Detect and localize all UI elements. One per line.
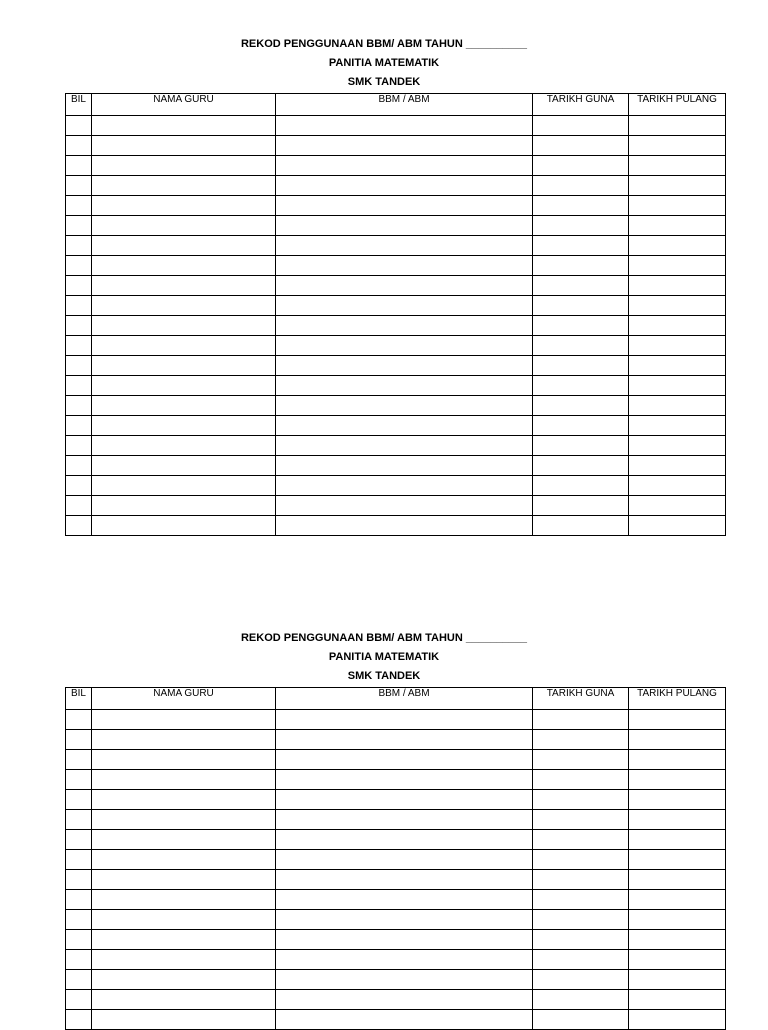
tarikh-guna-cell — [533, 516, 629, 536]
column-header-tarikh-pulang: TARIKH PULANG — [629, 688, 726, 710]
tarikh-guna-cell — [533, 770, 629, 790]
bbm-abm-cell — [276, 456, 533, 476]
tarikh-guna-cell — [533, 276, 629, 296]
tarikh-guna-cell — [533, 710, 629, 730]
nama-guru-cell — [92, 970, 276, 990]
bbm-abm-cell — [276, 176, 533, 196]
table-row — [66, 236, 726, 256]
table-row — [66, 790, 726, 810]
bil-cell — [66, 516, 92, 536]
tarikh-pulang-cell — [629, 316, 726, 336]
bbm-abm-cell — [276, 156, 533, 176]
bbm-abm-cell — [276, 950, 533, 970]
tarikh-pulang-cell — [629, 890, 726, 910]
bbm-abm-cell — [276, 236, 533, 256]
bil-cell — [66, 156, 92, 176]
tarikh-guna-cell — [533, 136, 629, 156]
bil-cell — [66, 256, 92, 276]
bil-cell — [66, 376, 92, 396]
tarikh-pulang-cell — [629, 790, 726, 810]
nama-guru-cell — [92, 396, 276, 416]
table-row — [66, 156, 726, 176]
form-school: SMK TANDEK — [347, 670, 421, 682]
tarikh-pulang-cell — [629, 750, 726, 770]
table-row — [66, 730, 726, 750]
table-row — [66, 116, 726, 136]
tarikh-guna-cell — [533, 216, 629, 236]
tarikh-pulang-cell — [629, 216, 726, 236]
bbm-abm-cell — [276, 830, 533, 850]
column-header-tarikh-guna: TARIKH GUNA — [533, 94, 629, 116]
tarikh-pulang-cell — [629, 730, 726, 750]
tarikh-guna-cell — [533, 750, 629, 770]
bil-cell — [66, 176, 92, 196]
nama-guru-cell — [92, 136, 276, 156]
bil-cell — [66, 750, 92, 770]
tarikh-pulang-cell — [629, 476, 726, 496]
table-row — [66, 296, 726, 316]
table-row — [66, 850, 726, 870]
table-row — [66, 496, 726, 516]
table-row — [66, 710, 726, 730]
tarikh-guna-cell — [533, 396, 629, 416]
table-row — [66, 870, 726, 890]
tarikh-pulang-cell — [629, 930, 726, 950]
nama-guru-cell — [92, 750, 276, 770]
tarikh-guna-cell — [533, 1010, 629, 1030]
tarikh-pulang-cell — [629, 870, 726, 890]
tarikh-pulang-cell — [629, 236, 726, 256]
nama-guru-cell — [92, 436, 276, 456]
column-header-bbm-abm: BBM / ABM — [276, 94, 533, 116]
table-header-row — [66, 688, 726, 710]
tarikh-pulang-cell — [629, 850, 726, 870]
bil-cell — [66, 136, 92, 156]
tarikh-guna-cell — [533, 476, 629, 496]
nama-guru-cell — [92, 476, 276, 496]
bbm-abm-cell — [276, 850, 533, 870]
column-header-nama-guru: NAMA GURU — [92, 688, 276, 710]
tarikh-guna-cell — [533, 990, 629, 1010]
bil-cell — [66, 710, 92, 730]
tarikh-guna-cell — [533, 316, 629, 336]
table-row — [66, 910, 726, 930]
nama-guru-cell — [92, 910, 276, 930]
tarikh-pulang-cell — [629, 196, 726, 216]
nama-guru-cell — [92, 730, 276, 750]
bil-cell — [66, 830, 92, 850]
form-title: REKOD PENGGUNAAN BBM/ ABM TAHUN __________ — [240, 632, 528, 644]
bil-cell — [66, 930, 92, 950]
bbm-abm-cell — [276, 790, 533, 810]
table-row — [66, 336, 726, 356]
tarikh-pulang-cell — [629, 276, 726, 296]
bbm-abm-cell — [276, 930, 533, 950]
table-row — [66, 456, 726, 476]
tarikh-pulang-cell — [629, 710, 726, 730]
nama-guru-cell — [92, 516, 276, 536]
tarikh-pulang-cell — [629, 456, 726, 476]
table-row — [66, 950, 726, 970]
table-row — [66, 810, 726, 830]
bil-cell — [66, 476, 92, 496]
bbm-abm-cell — [276, 196, 533, 216]
nama-guru-cell — [92, 456, 276, 476]
form-school: SMK TANDEK — [347, 76, 421, 88]
bbm-abm-cell — [276, 116, 533, 136]
table-header-row — [66, 94, 726, 116]
column-header-tarikh-guna: TARIKH GUNA — [533, 688, 629, 710]
tarikh-guna-cell — [533, 296, 629, 316]
bbm-abm-cell — [276, 376, 533, 396]
bbm-abm-cell — [276, 216, 533, 236]
column-header-bil: BIL — [66, 688, 92, 710]
bbm-abm-cell — [276, 516, 533, 536]
tarikh-pulang-cell — [629, 770, 726, 790]
table-row — [66, 176, 726, 196]
bbm-abm-cell — [276, 970, 533, 990]
nama-guru-cell — [92, 770, 276, 790]
bil-cell — [66, 456, 92, 476]
bil-cell — [66, 216, 92, 236]
nama-guru-cell — [92, 176, 276, 196]
bil-cell — [66, 356, 92, 376]
nama-guru-cell — [92, 276, 276, 296]
tarikh-pulang-cell — [629, 416, 726, 436]
bil-cell — [66, 850, 92, 870]
record-table — [65, 687, 726, 1030]
bil-cell — [66, 236, 92, 256]
nama-guru-cell — [92, 196, 276, 216]
tarikh-guna-cell — [533, 116, 629, 136]
column-header-bil: BIL — [66, 94, 92, 116]
bbm-abm-cell — [276, 810, 533, 830]
bil-cell — [66, 116, 92, 136]
tarikh-pulang-cell — [629, 436, 726, 456]
nama-guru-cell — [92, 216, 276, 236]
bbm-abm-cell — [276, 1010, 533, 1030]
nama-guru-cell — [92, 316, 276, 336]
bbm-abm-cell — [276, 136, 533, 156]
form-title: REKOD PENGGUNAAN BBM/ ABM TAHUN __________ — [240, 38, 528, 50]
tarikh-pulang-cell — [629, 396, 726, 416]
nama-guru-cell — [92, 376, 276, 396]
tarikh-guna-cell — [533, 810, 629, 830]
table-row — [66, 930, 726, 950]
bbm-abm-cell — [276, 256, 533, 276]
table-body — [66, 710, 726, 1030]
tarikh-guna-cell — [533, 196, 629, 216]
nama-guru-cell — [92, 950, 276, 970]
tarikh-guna-cell — [533, 336, 629, 356]
tarikh-guna-cell — [533, 176, 629, 196]
bil-cell — [66, 870, 92, 890]
table-row — [66, 276, 726, 296]
table-row — [66, 316, 726, 336]
tarikh-pulang-cell — [629, 1010, 726, 1030]
bbm-abm-cell — [276, 496, 533, 516]
nama-guru-cell — [92, 236, 276, 256]
bil-cell — [66, 890, 92, 910]
nama-guru-cell — [92, 156, 276, 176]
tarikh-guna-cell — [533, 830, 629, 850]
tarikh-guna-cell — [533, 436, 629, 456]
nama-guru-cell — [92, 870, 276, 890]
table-row — [66, 196, 726, 216]
bbm-abm-cell — [276, 750, 533, 770]
table-row — [66, 356, 726, 376]
tarikh-guna-cell — [533, 930, 629, 950]
bil-cell — [66, 436, 92, 456]
bil-cell — [66, 276, 92, 296]
tarikh-pulang-cell — [629, 176, 726, 196]
tarikh-pulang-cell — [629, 356, 726, 376]
tarikh-pulang-cell — [629, 810, 726, 830]
tarikh-pulang-cell — [629, 296, 726, 316]
form-subtitle: PANITIA MATEMATIK — [328, 651, 440, 663]
tarikh-pulang-cell — [629, 496, 726, 516]
bil-cell — [66, 496, 92, 516]
tarikh-pulang-cell — [629, 990, 726, 1010]
table-row — [66, 216, 726, 236]
table-row — [66, 1010, 726, 1030]
bil-cell — [66, 970, 92, 990]
bbm-abm-cell — [276, 296, 533, 316]
tarikh-guna-cell — [533, 970, 629, 990]
nama-guru-cell — [92, 496, 276, 516]
bbm-abm-cell — [276, 416, 533, 436]
bil-cell — [66, 1010, 92, 1030]
bil-cell — [66, 790, 92, 810]
bbm-abm-cell — [276, 910, 533, 930]
nama-guru-cell — [92, 256, 276, 276]
tarikh-guna-cell — [533, 356, 629, 376]
table-row — [66, 416, 726, 436]
bil-cell — [66, 336, 92, 356]
bbm-abm-cell — [276, 476, 533, 496]
table-body — [66, 116, 726, 536]
table-row — [66, 830, 726, 850]
tarikh-pulang-cell — [629, 830, 726, 850]
column-header-tarikh-pulang: TARIKH PULANG — [629, 94, 726, 116]
tarikh-guna-cell — [533, 870, 629, 890]
table-row — [66, 396, 726, 416]
nama-guru-cell — [92, 890, 276, 910]
nama-guru-cell — [92, 336, 276, 356]
bbm-abm-cell — [276, 276, 533, 296]
bil-cell — [66, 810, 92, 830]
tarikh-pulang-cell — [629, 950, 726, 970]
bbm-abm-cell — [276, 396, 533, 416]
tarikh-guna-cell — [533, 156, 629, 176]
table-row — [66, 990, 726, 1010]
bbm-abm-cell — [276, 356, 533, 376]
tarikh-guna-cell — [533, 256, 629, 276]
bbm-abm-cell — [276, 990, 533, 1010]
bbm-abm-cell — [276, 890, 533, 910]
nama-guru-cell — [92, 1010, 276, 1030]
bbm-abm-cell — [276, 336, 533, 356]
nama-guru-cell — [92, 930, 276, 950]
bil-cell — [66, 296, 92, 316]
table-row — [66, 256, 726, 276]
table-row — [66, 770, 726, 790]
bbm-abm-cell — [276, 436, 533, 456]
bbm-abm-cell — [276, 730, 533, 750]
tarikh-guna-cell — [533, 236, 629, 256]
nama-guru-cell — [92, 830, 276, 850]
bbm-abm-cell — [276, 710, 533, 730]
tarikh-guna-cell — [533, 950, 629, 970]
nama-guru-cell — [92, 116, 276, 136]
tarikh-guna-cell — [533, 376, 629, 396]
bbm-abm-cell — [276, 770, 533, 790]
tarikh-pulang-cell — [629, 336, 726, 356]
tarikh-guna-cell — [533, 416, 629, 436]
tarikh-pulang-cell — [629, 136, 726, 156]
bil-cell — [66, 416, 92, 436]
bil-cell — [66, 990, 92, 1010]
bil-cell — [66, 950, 92, 970]
bil-cell — [66, 196, 92, 216]
tarikh-pulang-cell — [629, 970, 726, 990]
table-row — [66, 890, 726, 910]
table-row — [66, 476, 726, 496]
tarikh-guna-cell — [533, 890, 629, 910]
nama-guru-cell — [92, 790, 276, 810]
bil-cell — [66, 910, 92, 930]
bil-cell — [66, 316, 92, 336]
record-table — [65, 93, 726, 536]
column-header-nama-guru: NAMA GURU — [92, 94, 276, 116]
nama-guru-cell — [92, 990, 276, 1010]
nama-guru-cell — [92, 710, 276, 730]
nama-guru-cell — [92, 356, 276, 376]
table-row — [66, 436, 726, 456]
tarikh-guna-cell — [533, 910, 629, 930]
tarikh-guna-cell — [533, 456, 629, 476]
form-subtitle: PANITIA MATEMATIK — [328, 57, 440, 69]
tarikh-pulang-cell — [629, 376, 726, 396]
nama-guru-cell — [92, 416, 276, 436]
bil-cell — [66, 396, 92, 416]
nama-guru-cell — [92, 810, 276, 830]
table-row — [66, 516, 726, 536]
table-row — [66, 376, 726, 396]
tarikh-pulang-cell — [629, 910, 726, 930]
column-header-bbm-abm: BBM / ABM — [276, 688, 533, 710]
table-row — [66, 970, 726, 990]
nama-guru-cell — [92, 296, 276, 316]
bbm-abm-cell — [276, 870, 533, 890]
tarikh-pulang-cell — [629, 116, 726, 136]
tarikh-guna-cell — [533, 496, 629, 516]
tarikh-guna-cell — [533, 730, 629, 750]
table-row — [66, 136, 726, 156]
bbm-abm-cell — [276, 316, 533, 336]
tarikh-pulang-cell — [629, 516, 726, 536]
tarikh-guna-cell — [533, 790, 629, 810]
table-row — [66, 750, 726, 770]
bil-cell — [66, 730, 92, 750]
bil-cell — [66, 770, 92, 790]
tarikh-pulang-cell — [629, 256, 726, 276]
tarikh-guna-cell — [533, 850, 629, 870]
tarikh-pulang-cell — [629, 156, 726, 176]
nama-guru-cell — [92, 850, 276, 870]
